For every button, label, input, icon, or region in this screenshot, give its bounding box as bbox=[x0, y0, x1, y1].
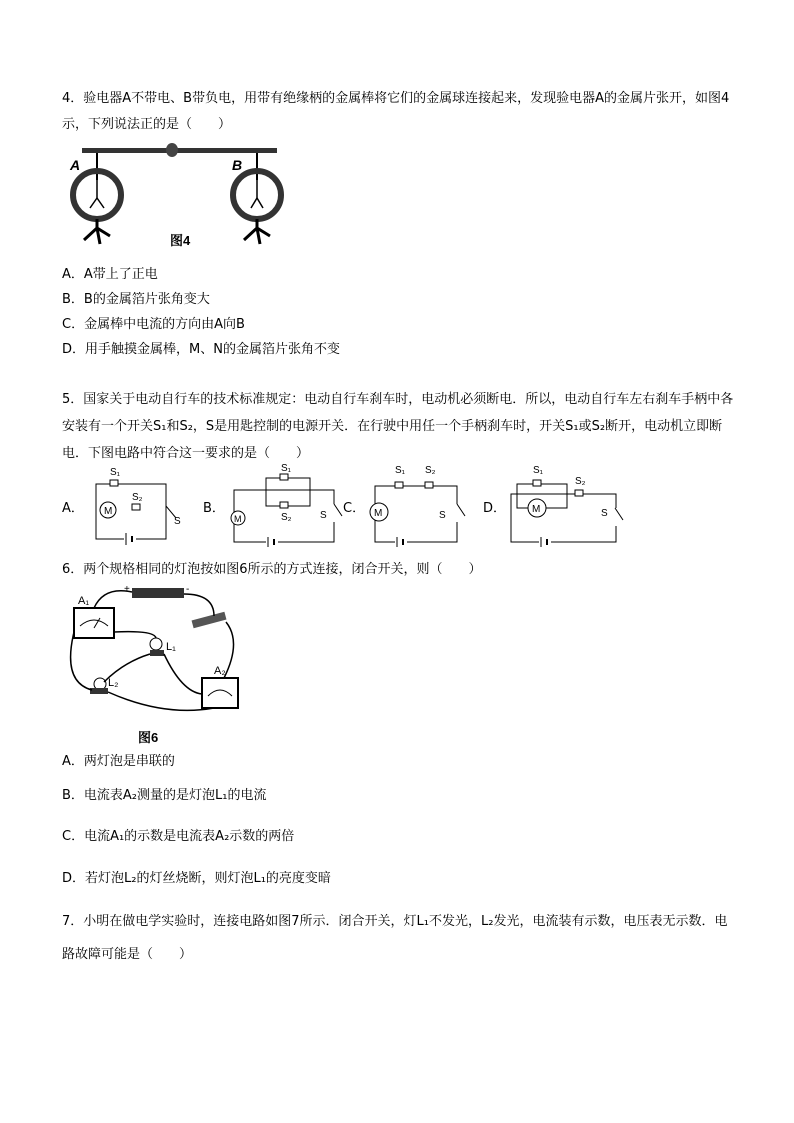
label-l2: L₂ bbox=[108, 677, 119, 689]
svg-text:S₂: S₂ bbox=[281, 512, 292, 523]
question-6-stem: 6．两个规格相同的灯泡按如图6所示的方式连接，闭合开关，则（ ） bbox=[62, 562, 482, 577]
switch-s1-label: S₁ bbox=[110, 467, 121, 478]
svg-text:S: S bbox=[320, 510, 327, 521]
figure-6-caption: 图6 bbox=[138, 730, 159, 745]
circuit-c bbox=[365, 460, 475, 552]
svg-text:M: M bbox=[532, 504, 541, 515]
question-5-stem: 5．国家关于电动自行车的技术标准规定：电动自行车刹车时，电动机必须断电．所以，电动自行车左右刹车手柄中各安装有一个开关S₁和S₂，S是用匙控制的电源开关．在行驶中用任一个手柄刹车时，开关S₁或S₂断开，电动机立即断电．下图电路中符合这一要求的是（ ） bbox=[62, 392, 734, 461]
q6-option-b: B．电流表A₂测量的是灯泡L₁的电流 bbox=[62, 788, 267, 803]
circuit-label-c: C． bbox=[343, 501, 366, 516]
figure-6-circuit bbox=[64, 582, 244, 747]
svg-text:M: M bbox=[374, 508, 383, 519]
svg-text:S: S bbox=[439, 510, 446, 521]
svg-text:S₁: S₁ bbox=[395, 465, 406, 476]
svg-text:M: M bbox=[234, 514, 242, 524]
circuit-a bbox=[88, 462, 198, 552]
circuit-label-a: A． bbox=[62, 501, 84, 516]
label-b: B bbox=[232, 157, 243, 173]
q6-option-c: C．电流A₁的示数是电流表A₂示数的两倍 bbox=[62, 829, 295, 844]
q4-option-d: D．用手触摸金属棒，M、N的金属箔片张角不变 bbox=[62, 342, 340, 357]
question-4-stem: 4．验电器A不带电、B带负电，用带有绝缘柄的金属棒将它们的金属球连接起来，发现验电器A的金属片张开，如图4示，下列说法正的是（ ） bbox=[62, 91, 730, 132]
label-l1: L₁ bbox=[166, 641, 176, 653]
label-a1: A₁ bbox=[78, 595, 90, 607]
switch-s2-label: S₂ bbox=[132, 492, 143, 503]
circuit-label-b: B． bbox=[203, 501, 225, 516]
circuit-b bbox=[226, 460, 346, 552]
label-a2: A₂ bbox=[214, 665, 226, 677]
switch-s-label: S bbox=[174, 516, 181, 527]
q4-option-a: A．A带上了正电 bbox=[62, 267, 158, 282]
figure-4-caption: 图4 bbox=[170, 233, 191, 248]
label-a: A bbox=[70, 157, 81, 173]
svg-text:S₂: S₂ bbox=[425, 465, 436, 476]
circuit-d bbox=[505, 460, 630, 552]
svg-text:S₁: S₁ bbox=[533, 465, 544, 476]
motor-symbol: M bbox=[104, 506, 113, 517]
q4-option-b: B．B的金属箔片张角变大 bbox=[62, 292, 210, 307]
svg-text:S: S bbox=[601, 508, 608, 519]
circuit-label-d: D． bbox=[483, 501, 507, 516]
svg-text:+: + bbox=[124, 584, 130, 595]
svg-text:-: - bbox=[186, 584, 190, 595]
question-7-stem: 7．小明在做电学实验时，连接电路如图7所示．闭合开关，灯L₁不发光，L₂发光，电流装有示数，电压表无示数．电路故障可能是（ ） bbox=[62, 914, 728, 962]
q6-option-a: A．两灯泡是串联的 bbox=[62, 754, 175, 769]
figure-4-electroscopes bbox=[62, 140, 292, 255]
q4-option-c: C．金属棒中电流的方向由A向B bbox=[62, 317, 245, 332]
svg-text:S₁: S₁ bbox=[281, 463, 292, 474]
q6-option-d: D．若灯泡L₂的灯丝烧断，则灯泡L₁的亮度变暗 bbox=[62, 871, 331, 886]
svg-text:S₂: S₂ bbox=[575, 476, 586, 487]
